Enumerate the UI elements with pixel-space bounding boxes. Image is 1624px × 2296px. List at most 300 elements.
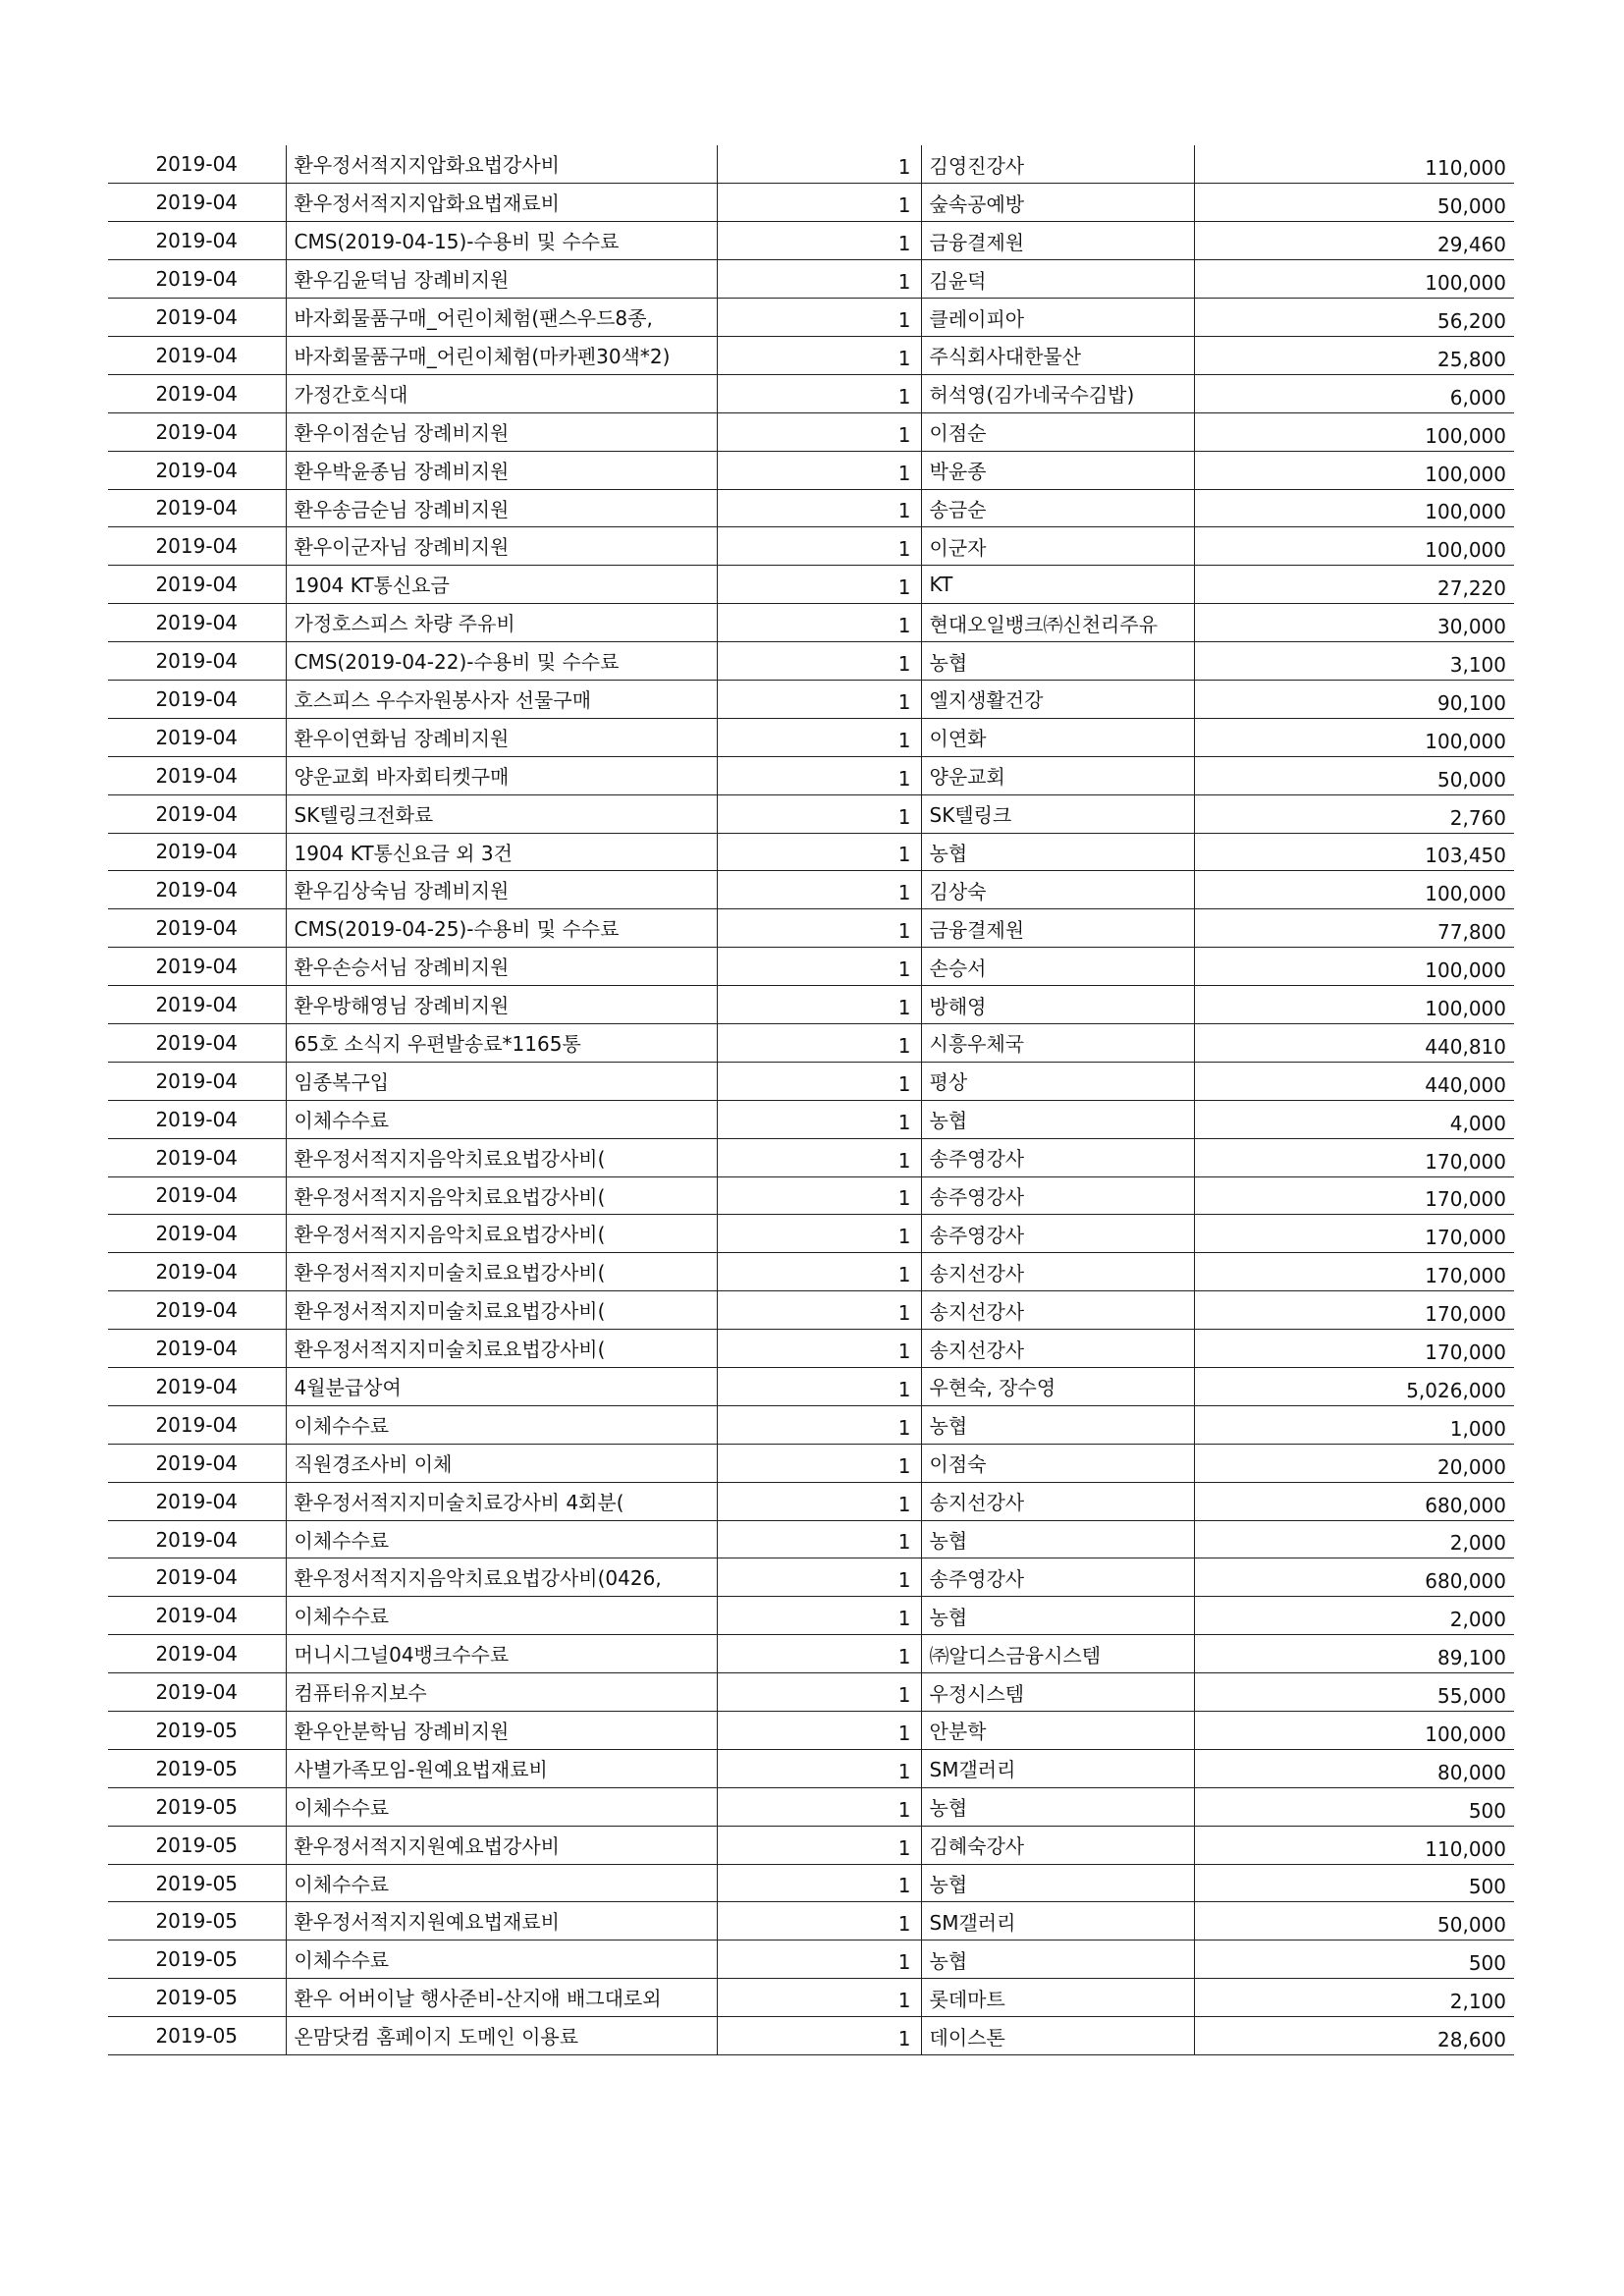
description-cell: 환우이군자님 장례비지원 <box>286 527 717 566</box>
table-row <box>108 527 1514 566</box>
quantity-cell: 1 <box>717 1062 921 1100</box>
amount-cell: 90,100 <box>1194 680 1514 718</box>
description-cell: 머니시그널04뱅크수수료 <box>286 1635 717 1673</box>
amount-cell: 4,000 <box>1194 1100 1514 1138</box>
amount-cell: 170,000 <box>1194 1176 1514 1215</box>
amount-cell: 170,000 <box>1194 1138 1514 1176</box>
quantity-cell: 1 <box>717 1787 921 1826</box>
description-cell: 환우정서적지지원예요법강사비 <box>286 1826 717 1864</box>
date-cell: 2019-04 <box>108 145 286 184</box>
description-cell: SK텔링크전화료 <box>286 794 717 833</box>
vendor-cell: 농협 <box>921 833 1194 871</box>
amount-cell: 25,800 <box>1194 336 1514 374</box>
quantity-cell: 1 <box>717 489 921 527</box>
date-cell: 2019-04 <box>108 1215 286 1253</box>
quantity-cell: 1 <box>717 1520 921 1558</box>
description-cell: 이체수수료 <box>286 1597 717 1635</box>
amount-cell: 100,000 <box>1194 718 1514 756</box>
quantity-cell: 1 <box>717 1100 921 1138</box>
description-cell: 직원경조사비 이체 <box>286 1444 717 1482</box>
amount-cell: 170,000 <box>1194 1215 1514 1253</box>
amount-cell: 6,000 <box>1194 374 1514 412</box>
vendor-cell: 엘지생활건강 <box>921 680 1194 718</box>
date-cell: 2019-04 <box>108 833 286 871</box>
description-cell: 환우김상숙님 장례비지원 <box>286 871 717 909</box>
vendor-cell: 이군자 <box>921 527 1194 566</box>
amount-cell: 30,000 <box>1194 604 1514 642</box>
table-row <box>108 833 1514 871</box>
date-cell: 2019-04 <box>108 909 286 948</box>
date-cell: 2019-05 <box>108 1941 286 1979</box>
amount-cell: 50,000 <box>1194 184 1514 222</box>
date-cell: 2019-04 <box>108 1100 286 1138</box>
description-cell: 1904 KT통신요금 외 3건 <box>286 833 717 871</box>
amount-cell: 110,000 <box>1194 145 1514 184</box>
vendor-cell: 이연화 <box>921 718 1194 756</box>
quantity-cell: 1 <box>717 566 921 604</box>
amount-cell: 500 <box>1194 1864 1514 1902</box>
description-cell: CMS(2019-04-25)-수용비 및 수수료 <box>286 909 717 948</box>
vendor-cell: 농협 <box>921 1405 1194 1444</box>
description-cell: 4월분급상여 <box>286 1368 717 1406</box>
amount-cell: 50,000 <box>1194 756 1514 794</box>
amount-cell: 100,000 <box>1194 489 1514 527</box>
vendor-cell: 방해영 <box>921 986 1194 1024</box>
expense-ledger-table <box>108 145 1514 2055</box>
description-cell: 환우정서적지지미술치료요법강사비( <box>286 1253 717 1291</box>
vendor-cell: 농협 <box>921 1520 1194 1558</box>
description-cell: 환우송금순님 장례비지원 <box>286 489 717 527</box>
table-row <box>108 1712 1514 1750</box>
vendor-cell: 클레이피아 <box>921 299 1194 337</box>
quantity-cell: 1 <box>717 1673 921 1712</box>
description-cell: 가정간호식대 <box>286 374 717 412</box>
description-cell: 이체수수료 <box>286 1941 717 1979</box>
table-row <box>108 566 1514 604</box>
date-cell: 2019-04 <box>108 1176 286 1215</box>
vendor-cell: 농협 <box>921 1787 1194 1826</box>
quantity-cell: 1 <box>717 1482 921 1520</box>
description-cell: 환우박윤종님 장례비지원 <box>286 451 717 489</box>
table-row <box>108 604 1514 642</box>
vendor-cell: ㈜알디스금융시스템 <box>921 1635 1194 1673</box>
description-cell: 바자회물품구매_어린이체험(마카펜30색*2) <box>286 336 717 374</box>
quantity-cell: 1 <box>717 680 921 718</box>
date-cell: 2019-05 <box>108 1826 286 1864</box>
vendor-cell: SM갤러리 <box>921 1749 1194 1787</box>
vendor-cell: 송지선강사 <box>921 1253 1194 1291</box>
table-row <box>108 718 1514 756</box>
amount-cell: 100,000 <box>1194 260 1514 299</box>
description-cell: CMS(2019-04-22)-수용비 및 수수료 <box>286 642 717 681</box>
quantity-cell: 1 <box>717 451 921 489</box>
table-row <box>108 1902 1514 1941</box>
quantity-cell: 1 <box>717 794 921 833</box>
quantity-cell: 1 <box>717 1444 921 1482</box>
date-cell: 2019-04 <box>108 1368 286 1406</box>
vendor-cell: 주식회사대한물산 <box>921 336 1194 374</box>
quantity-cell: 1 <box>717 299 921 337</box>
date-cell: 2019-04 <box>108 948 286 986</box>
amount-cell: 100,000 <box>1194 948 1514 986</box>
date-cell: 2019-04 <box>108 756 286 794</box>
table-row <box>108 1444 1514 1482</box>
vendor-cell: 송지선강사 <box>921 1291 1194 1330</box>
quantity-cell: 1 <box>717 1253 921 1291</box>
amount-cell: 500 <box>1194 1941 1514 1979</box>
table-row <box>108 374 1514 412</box>
table-row <box>108 412 1514 451</box>
amount-cell: 27,220 <box>1194 566 1514 604</box>
vendor-cell: SK텔링크 <box>921 794 1194 833</box>
description-cell: 환우정서적지지압화요법강사비 <box>286 145 717 184</box>
table-row <box>108 1979 1514 2017</box>
description-cell: 환우정서적지지미술치료강사비 4회분( <box>286 1482 717 1520</box>
quantity-cell: 1 <box>717 1291 921 1330</box>
date-cell: 2019-04 <box>108 222 286 260</box>
quantity-cell: 1 <box>717 1138 921 1176</box>
date-cell: 2019-04 <box>108 299 286 337</box>
quantity-cell: 1 <box>717 1635 921 1673</box>
vendor-cell: 농협 <box>921 1100 1194 1138</box>
quantity-cell: 1 <box>717 184 921 222</box>
date-cell: 2019-04 <box>108 794 286 833</box>
table-row <box>108 222 1514 260</box>
table-row <box>108 756 1514 794</box>
amount-cell: 680,000 <box>1194 1482 1514 1520</box>
date-cell: 2019-05 <box>108 1979 286 2017</box>
table-row <box>108 1062 1514 1100</box>
description-cell: 환우정서적지지미술치료요법강사비( <box>286 1330 717 1368</box>
table-row <box>108 1215 1514 1253</box>
description-cell: 이체수수료 <box>286 1520 717 1558</box>
table-row <box>108 1405 1514 1444</box>
table-row <box>108 1826 1514 1864</box>
date-cell: 2019-04 <box>108 412 286 451</box>
description-cell: CMS(2019-04-15)-수용비 및 수수료 <box>286 222 717 260</box>
date-cell: 2019-04 <box>108 260 286 299</box>
date-cell: 2019-04 <box>108 1023 286 1062</box>
date-cell: 2019-04 <box>108 1558 286 1597</box>
quantity-cell: 1 <box>717 527 921 566</box>
date-cell: 2019-04 <box>108 336 286 374</box>
quantity-cell: 1 <box>717 1597 921 1635</box>
amount-cell: 89,100 <box>1194 1635 1514 1673</box>
quantity-cell: 1 <box>717 1023 921 1062</box>
amount-cell: 170,000 <box>1194 1253 1514 1291</box>
amount-cell: 28,600 <box>1194 2017 1514 2055</box>
vendor-cell: 송주영강사 <box>921 1138 1194 1176</box>
table-row <box>108 642 1514 681</box>
description-cell: 환우이연화님 장례비지원 <box>286 718 717 756</box>
quantity-cell: 1 <box>717 374 921 412</box>
description-cell: 환우정서적지지음악치료요법강사비( <box>286 1138 717 1176</box>
table-row <box>108 1673 1514 1712</box>
vendor-cell: 농협 <box>921 1597 1194 1635</box>
vendor-cell: 송지선강사 <box>921 1330 1194 1368</box>
table-row <box>108 1138 1514 1176</box>
table-row <box>108 1482 1514 1520</box>
date-cell: 2019-04 <box>108 680 286 718</box>
quantity-cell: 1 <box>717 909 921 948</box>
date-cell: 2019-04 <box>108 1520 286 1558</box>
description-cell: 이체수수료 <box>286 1787 717 1826</box>
date-cell: 2019-04 <box>108 566 286 604</box>
description-cell: 가정호스피스 차량 주유비 <box>286 604 717 642</box>
date-cell: 2019-04 <box>108 1405 286 1444</box>
table-row <box>108 1100 1514 1138</box>
vendor-cell: 송주영강사 <box>921 1176 1194 1215</box>
quantity-cell: 1 <box>717 948 921 986</box>
amount-cell: 77,800 <box>1194 909 1514 948</box>
description-cell: 바자회물품구매_어린이체험(팬스우드8종, <box>286 299 717 337</box>
vendor-cell: 금융결제원 <box>921 909 1194 948</box>
description-cell: 온맘닷컴 홈페이지 도메인 이용료 <box>286 2017 717 2055</box>
description-cell: 환우안분학님 장례비지원 <box>286 1712 717 1750</box>
amount-cell: 2,760 <box>1194 794 1514 833</box>
description-cell: 환우김윤덕님 장례비지원 <box>286 260 717 299</box>
date-cell: 2019-04 <box>108 1062 286 1100</box>
table-row <box>108 871 1514 909</box>
amount-cell: 110,000 <box>1194 1826 1514 1864</box>
vendor-cell: 시흥우체국 <box>921 1023 1194 1062</box>
date-cell: 2019-05 <box>108 1712 286 1750</box>
vendor-cell: 평상 <box>921 1062 1194 1100</box>
description-cell: 컴퓨터유지보수 <box>286 1673 717 1712</box>
quantity-cell: 1 <box>717 1979 921 2017</box>
quantity-cell: 1 <box>717 833 921 871</box>
description-cell: 사별가족모임-원예요법재료비 <box>286 1749 717 1787</box>
date-cell: 2019-04 <box>108 451 286 489</box>
description-cell: 이체수수료 <box>286 1864 717 1902</box>
table-row <box>108 1941 1514 1979</box>
vendor-cell: 안분학 <box>921 1712 1194 1750</box>
amount-cell: 100,000 <box>1194 451 1514 489</box>
description-cell: 환우 어버이날 행사준비-산지애 배그대로외 <box>286 1979 717 2017</box>
amount-cell: 3,100 <box>1194 642 1514 681</box>
description-cell: 환우정서적지지원예요법재료비 <box>286 1902 717 1941</box>
amount-cell: 440,000 <box>1194 1062 1514 1100</box>
amount-cell: 1,000 <box>1194 1405 1514 1444</box>
vendor-cell: 송주영강사 <box>921 1558 1194 1597</box>
vendor-cell: 허석영(김가네국수김밥) <box>921 374 1194 412</box>
amount-cell: 2,100 <box>1194 1979 1514 2017</box>
quantity-cell: 1 <box>717 1941 921 1979</box>
table-row <box>108 489 1514 527</box>
quantity-cell: 1 <box>717 1368 921 1406</box>
table-row <box>108 1864 1514 1902</box>
date-cell: 2019-04 <box>108 527 286 566</box>
date-cell: 2019-04 <box>108 1444 286 1482</box>
vendor-cell: 농협 <box>921 1864 1194 1902</box>
quantity-cell: 1 <box>717 412 921 451</box>
description-cell: 환우정서적지지음악치료요법강사비( <box>286 1215 717 1253</box>
date-cell: 2019-04 <box>108 1253 286 1291</box>
amount-cell: 80,000 <box>1194 1749 1514 1787</box>
quantity-cell: 1 <box>717 1330 921 1368</box>
amount-cell: 2,000 <box>1194 1597 1514 1635</box>
date-cell: 2019-04 <box>108 986 286 1024</box>
quantity-cell: 1 <box>717 1749 921 1787</box>
date-cell: 2019-04 <box>108 489 286 527</box>
description-cell: 환우정서적지지압화요법재료비 <box>286 184 717 222</box>
description-cell: 호스피스 우수자원봉사자 선물구매 <box>286 680 717 718</box>
vendor-cell: 롯데마트 <box>921 1979 1194 2017</box>
vendor-cell: 이점숙 <box>921 1444 1194 1482</box>
quantity-cell: 1 <box>717 222 921 260</box>
date-cell: 2019-04 <box>108 184 286 222</box>
date-cell: 2019-04 <box>108 1330 286 1368</box>
quantity-cell: 1 <box>717 756 921 794</box>
quantity-cell: 1 <box>717 871 921 909</box>
quantity-cell: 1 <box>717 2017 921 2055</box>
date-cell: 2019-04 <box>108 1635 286 1673</box>
date-cell: 2019-04 <box>108 604 286 642</box>
quantity-cell: 1 <box>717 260 921 299</box>
quantity-cell: 1 <box>717 1826 921 1864</box>
table-row <box>108 1291 1514 1330</box>
amount-cell: 100,000 <box>1194 412 1514 451</box>
table-row <box>108 986 1514 1024</box>
vendor-cell: 송금순 <box>921 489 1194 527</box>
table-row <box>108 2017 1514 2055</box>
vendor-cell: KT <box>921 566 1194 604</box>
vendor-cell: SM갤러리 <box>921 1902 1194 1941</box>
date-cell: 2019-04 <box>108 1138 286 1176</box>
vendor-cell: 김윤덕 <box>921 260 1194 299</box>
description-cell: 환우이점순님 장례비지원 <box>286 412 717 451</box>
vendor-cell: 김상숙 <box>921 871 1194 909</box>
vendor-cell: 송주영강사 <box>921 1215 1194 1253</box>
table-row <box>108 260 1514 299</box>
description-cell: 65호 소식지 우편발송료*1165통 <box>286 1023 717 1062</box>
amount-cell: 5,026,000 <box>1194 1368 1514 1406</box>
table-row <box>108 1597 1514 1635</box>
date-cell: 2019-05 <box>108 2017 286 2055</box>
amount-cell: 100,000 <box>1194 1712 1514 1750</box>
table-row <box>108 451 1514 489</box>
quantity-cell: 1 <box>717 1902 921 1941</box>
description-cell: 환우정서적지지음악치료요법강사비(0426, <box>286 1558 717 1597</box>
table-row <box>108 1635 1514 1673</box>
amount-cell: 100,000 <box>1194 986 1514 1024</box>
table-row <box>108 909 1514 948</box>
ledger-body <box>108 145 1514 2055</box>
description-cell: 양운교회 바자회티켓구매 <box>286 756 717 794</box>
date-cell: 2019-05 <box>108 1749 286 1787</box>
quantity-cell: 1 <box>717 1712 921 1750</box>
description-cell: 환우손승서님 장례비지원 <box>286 948 717 986</box>
vendor-cell: 데이스톤 <box>921 2017 1194 2055</box>
quantity-cell: 1 <box>717 1215 921 1253</box>
description-cell: 환우정서적지지미술치료요법강사비( <box>286 1291 717 1330</box>
amount-cell: 103,450 <box>1194 833 1514 871</box>
date-cell: 2019-05 <box>108 1787 286 1826</box>
date-cell: 2019-04 <box>108 1673 286 1712</box>
description-cell: 환우정서적지지음악치료요법강사비( <box>286 1176 717 1215</box>
table-row <box>108 145 1514 184</box>
table-row <box>108 1749 1514 1787</box>
quantity-cell: 1 <box>717 642 921 681</box>
vendor-cell: 이점순 <box>921 412 1194 451</box>
amount-cell: 440,810 <box>1194 1023 1514 1062</box>
description-cell: 이체수수료 <box>286 1100 717 1138</box>
vendor-cell: 송지선강사 <box>921 1482 1194 1520</box>
table-row <box>108 336 1514 374</box>
amount-cell: 170,000 <box>1194 1330 1514 1368</box>
vendor-cell: 박윤종 <box>921 451 1194 489</box>
amount-cell: 50,000 <box>1194 1902 1514 1941</box>
amount-cell: 680,000 <box>1194 1558 1514 1597</box>
amount-cell: 170,000 <box>1194 1291 1514 1330</box>
amount-cell: 56,200 <box>1194 299 1514 337</box>
table-row <box>108 1176 1514 1215</box>
table-row <box>108 184 1514 222</box>
quantity-cell: 1 <box>717 1864 921 1902</box>
vendor-cell: 우현숙, 장수영 <box>921 1368 1194 1406</box>
description-cell: 임종복구입 <box>286 1062 717 1100</box>
vendor-cell: 농협 <box>921 1941 1194 1979</box>
description-cell: 1904 KT통신요금 <box>286 566 717 604</box>
table-row <box>108 1520 1514 1558</box>
amount-cell: 20,000 <box>1194 1444 1514 1482</box>
table-row <box>108 299 1514 337</box>
table-row <box>108 1253 1514 1291</box>
table-row <box>108 1787 1514 1826</box>
table-row <box>108 680 1514 718</box>
vendor-cell: 숲속공예방 <box>921 184 1194 222</box>
date-cell: 2019-04 <box>108 1291 286 1330</box>
quantity-cell: 1 <box>717 604 921 642</box>
vendor-cell: 우정시스템 <box>921 1673 1194 1712</box>
date-cell: 2019-04 <box>108 1482 286 1520</box>
table-row <box>108 794 1514 833</box>
quantity-cell: 1 <box>717 336 921 374</box>
date-cell: 2019-04 <box>108 642 286 681</box>
amount-cell: 500 <box>1194 1787 1514 1826</box>
vendor-cell: 농협 <box>921 642 1194 681</box>
description-cell: 환우방해영님 장례비지원 <box>286 986 717 1024</box>
quantity-cell: 1 <box>717 1405 921 1444</box>
table-row <box>108 948 1514 986</box>
date-cell: 2019-05 <box>108 1902 286 1941</box>
amount-cell: 100,000 <box>1194 527 1514 566</box>
vendor-cell: 김영진강사 <box>921 145 1194 184</box>
date-cell: 2019-05 <box>108 1864 286 1902</box>
quantity-cell: 1 <box>717 718 921 756</box>
amount-cell: 29,460 <box>1194 222 1514 260</box>
table-row <box>108 1558 1514 1597</box>
quantity-cell: 1 <box>717 1176 921 1215</box>
quantity-cell: 1 <box>717 1558 921 1597</box>
table-row <box>108 1368 1514 1406</box>
date-cell: 2019-04 <box>108 1597 286 1635</box>
vendor-cell: 현대오일뱅크㈜신천리주유 <box>921 604 1194 642</box>
table-row <box>108 1023 1514 1062</box>
vendor-cell: 금융결제원 <box>921 222 1194 260</box>
description-cell: 이체수수료 <box>286 1405 717 1444</box>
date-cell: 2019-04 <box>108 871 286 909</box>
quantity-cell: 1 <box>717 145 921 184</box>
table-row <box>108 1330 1514 1368</box>
date-cell: 2019-04 <box>108 374 286 412</box>
amount-cell: 100,000 <box>1194 871 1514 909</box>
vendor-cell: 양운교회 <box>921 756 1194 794</box>
vendor-cell: 김혜숙강사 <box>921 1826 1194 1864</box>
amount-cell: 2,000 <box>1194 1520 1514 1558</box>
date-cell: 2019-04 <box>108 718 286 756</box>
quantity-cell: 1 <box>717 986 921 1024</box>
